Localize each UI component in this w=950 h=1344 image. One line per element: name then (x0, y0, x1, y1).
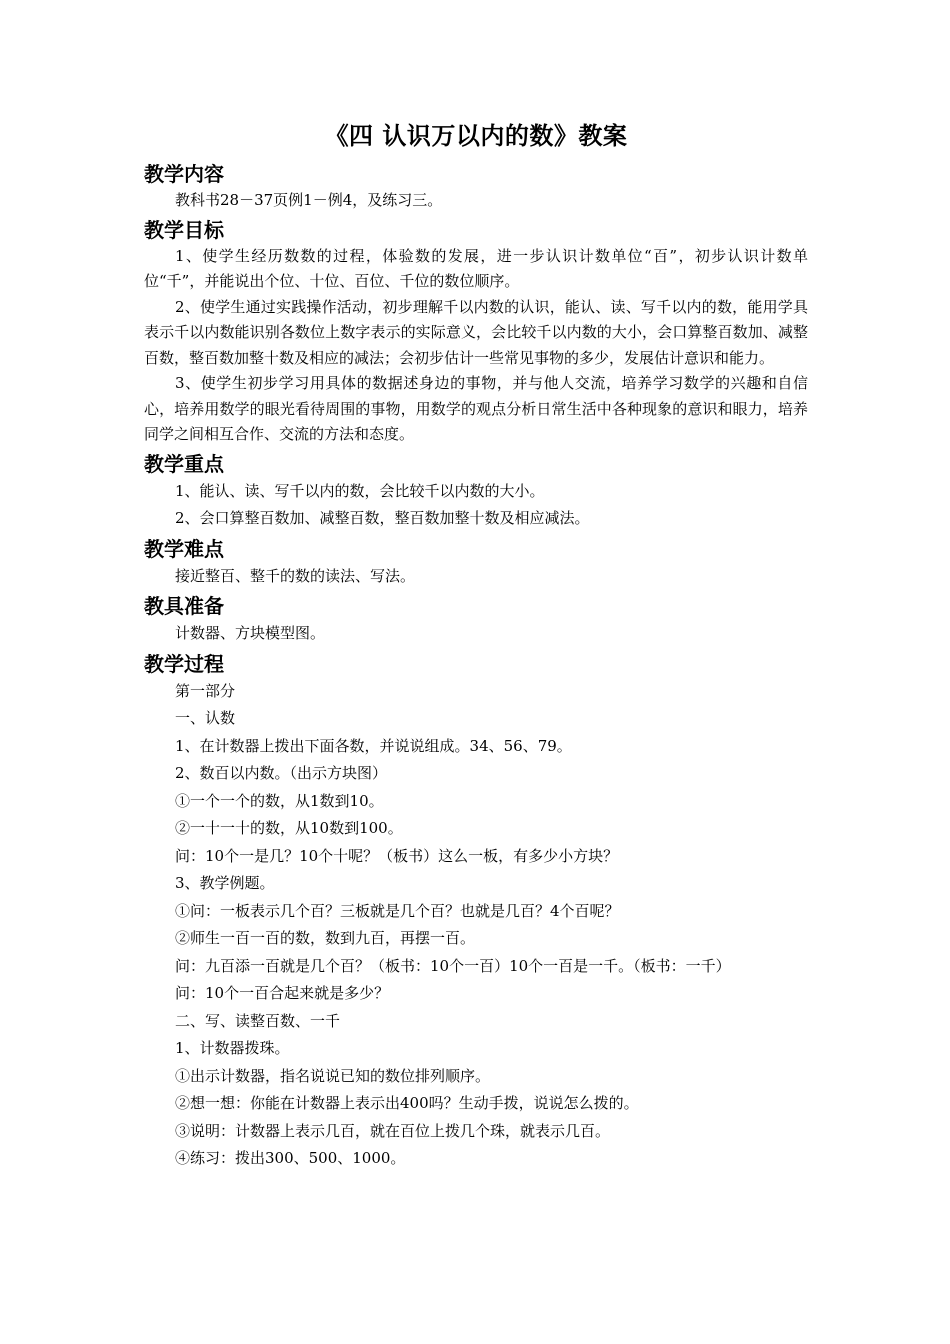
tools-text: 计数器、方块模型图。 (175, 624, 326, 642)
process-line: ②一十一十的数，从10数到100。 (175, 819, 403, 837)
content-text: 教科书28－37页例1－例4，及练习三。 (175, 191, 443, 209)
document-page (144, 118, 808, 1173)
process-line: ②想一想：你能在计数器上表示出400吗？生动手拨，说说怎么拨的。 (175, 1094, 639, 1112)
process-line: 1、计数器拨珠。 (175, 1039, 290, 1057)
process-line: 2、数百以内数。（出示方块图） (175, 764, 388, 782)
goal-item: 3、使学生初步学习用具体的数据述身边的事物，并与他人交流，培养学习数学的兴趣和自信心，培养用数学的眼光看待周围的事物，用数学的观点分析日常生活中各种现象的意识和眼力，培养同学之间相互合作、交流的方法和态度。 (144, 374, 808, 443)
process-line: 3、教学例题。 (175, 874, 275, 892)
process-line: 二、写、读整百数、一千 (175, 1011, 341, 1030)
difficulties-text: 接近整百、整千的数的读法、写法。 (175, 566, 416, 585)
section-heading-difficulties: 教学难点 (144, 536, 224, 561)
process-line: 问：10个一百合起来就是多少？ (175, 984, 390, 1002)
section-heading-process: 教学过程 (144, 651, 224, 676)
process-line: ①一个一个的数，从1数到10。 (175, 791, 384, 810)
section-heading-tools: 教具准备 (144, 594, 224, 618)
process-line: 问：10个一是几？10个十呢？（板书）这么一板，有多少小方块？ (175, 846, 619, 865)
goal-item: 2、使学生通过实践操作活动，初步理解千以内数的认识，能认、读、写千以内的数，能用学具表示千以内数能识别各数位上数字表示的实际意义，会比较千以内数的大小，会口算整百数加、减整百数，整百数加整十数及相应的减法；会初步估计一些常见事物的多少，发展估计意识和能力。 (144, 297, 808, 367)
section-heading-goals: 教学目标 (144, 217, 224, 242)
process-line: 第一部分 (175, 681, 236, 700)
process-line: 问：九百添一百就是几个百？（板书：10个一百）10个一百是一千。（板书：一千） (175, 956, 731, 975)
key-point-item: 2、会口算整百数加、减整百数，整百数加整十数及相应减法。 (175, 509, 590, 527)
document-title: 《四 认识万以内的数》教案 (324, 121, 628, 150)
section-heading-content: 教学内容 (144, 162, 224, 186)
process-line: ③说明：计数器上表示几百，就在百位上拨几个珠，就表示几百。 (175, 1121, 611, 1140)
process-line: ①问：一板表示几个百？三板就是几个百？也就是几百？4个百呢？ (175, 901, 620, 920)
process-line: 1、在计数器上拨出下面各数，并说说组成。34、56、79。 (175, 736, 572, 755)
process-line: ④练习：拨出300、500、1000。 (175, 1149, 406, 1167)
process-line: ①出示计数器，指名说说已知的数位排列顺序。 (175, 1066, 491, 1085)
key-point-item: 1、能认、读、写千以内的数，会比较千以内数的大小。 (175, 481, 545, 500)
section-heading-key-points: 教学重点 (144, 451, 224, 476)
goal-item: 1、使学生经历数数的过程，体验数的发展，进一步认识计数单位“百”，初步认识计数单位“千”，并能说出个位、十位、百位、千位的数位顺序。 (144, 246, 808, 290)
process-line: ②师生一百一百的数，数到九百，再摆一百。 (175, 929, 476, 947)
process-line: 一、认数 (175, 709, 236, 727)
